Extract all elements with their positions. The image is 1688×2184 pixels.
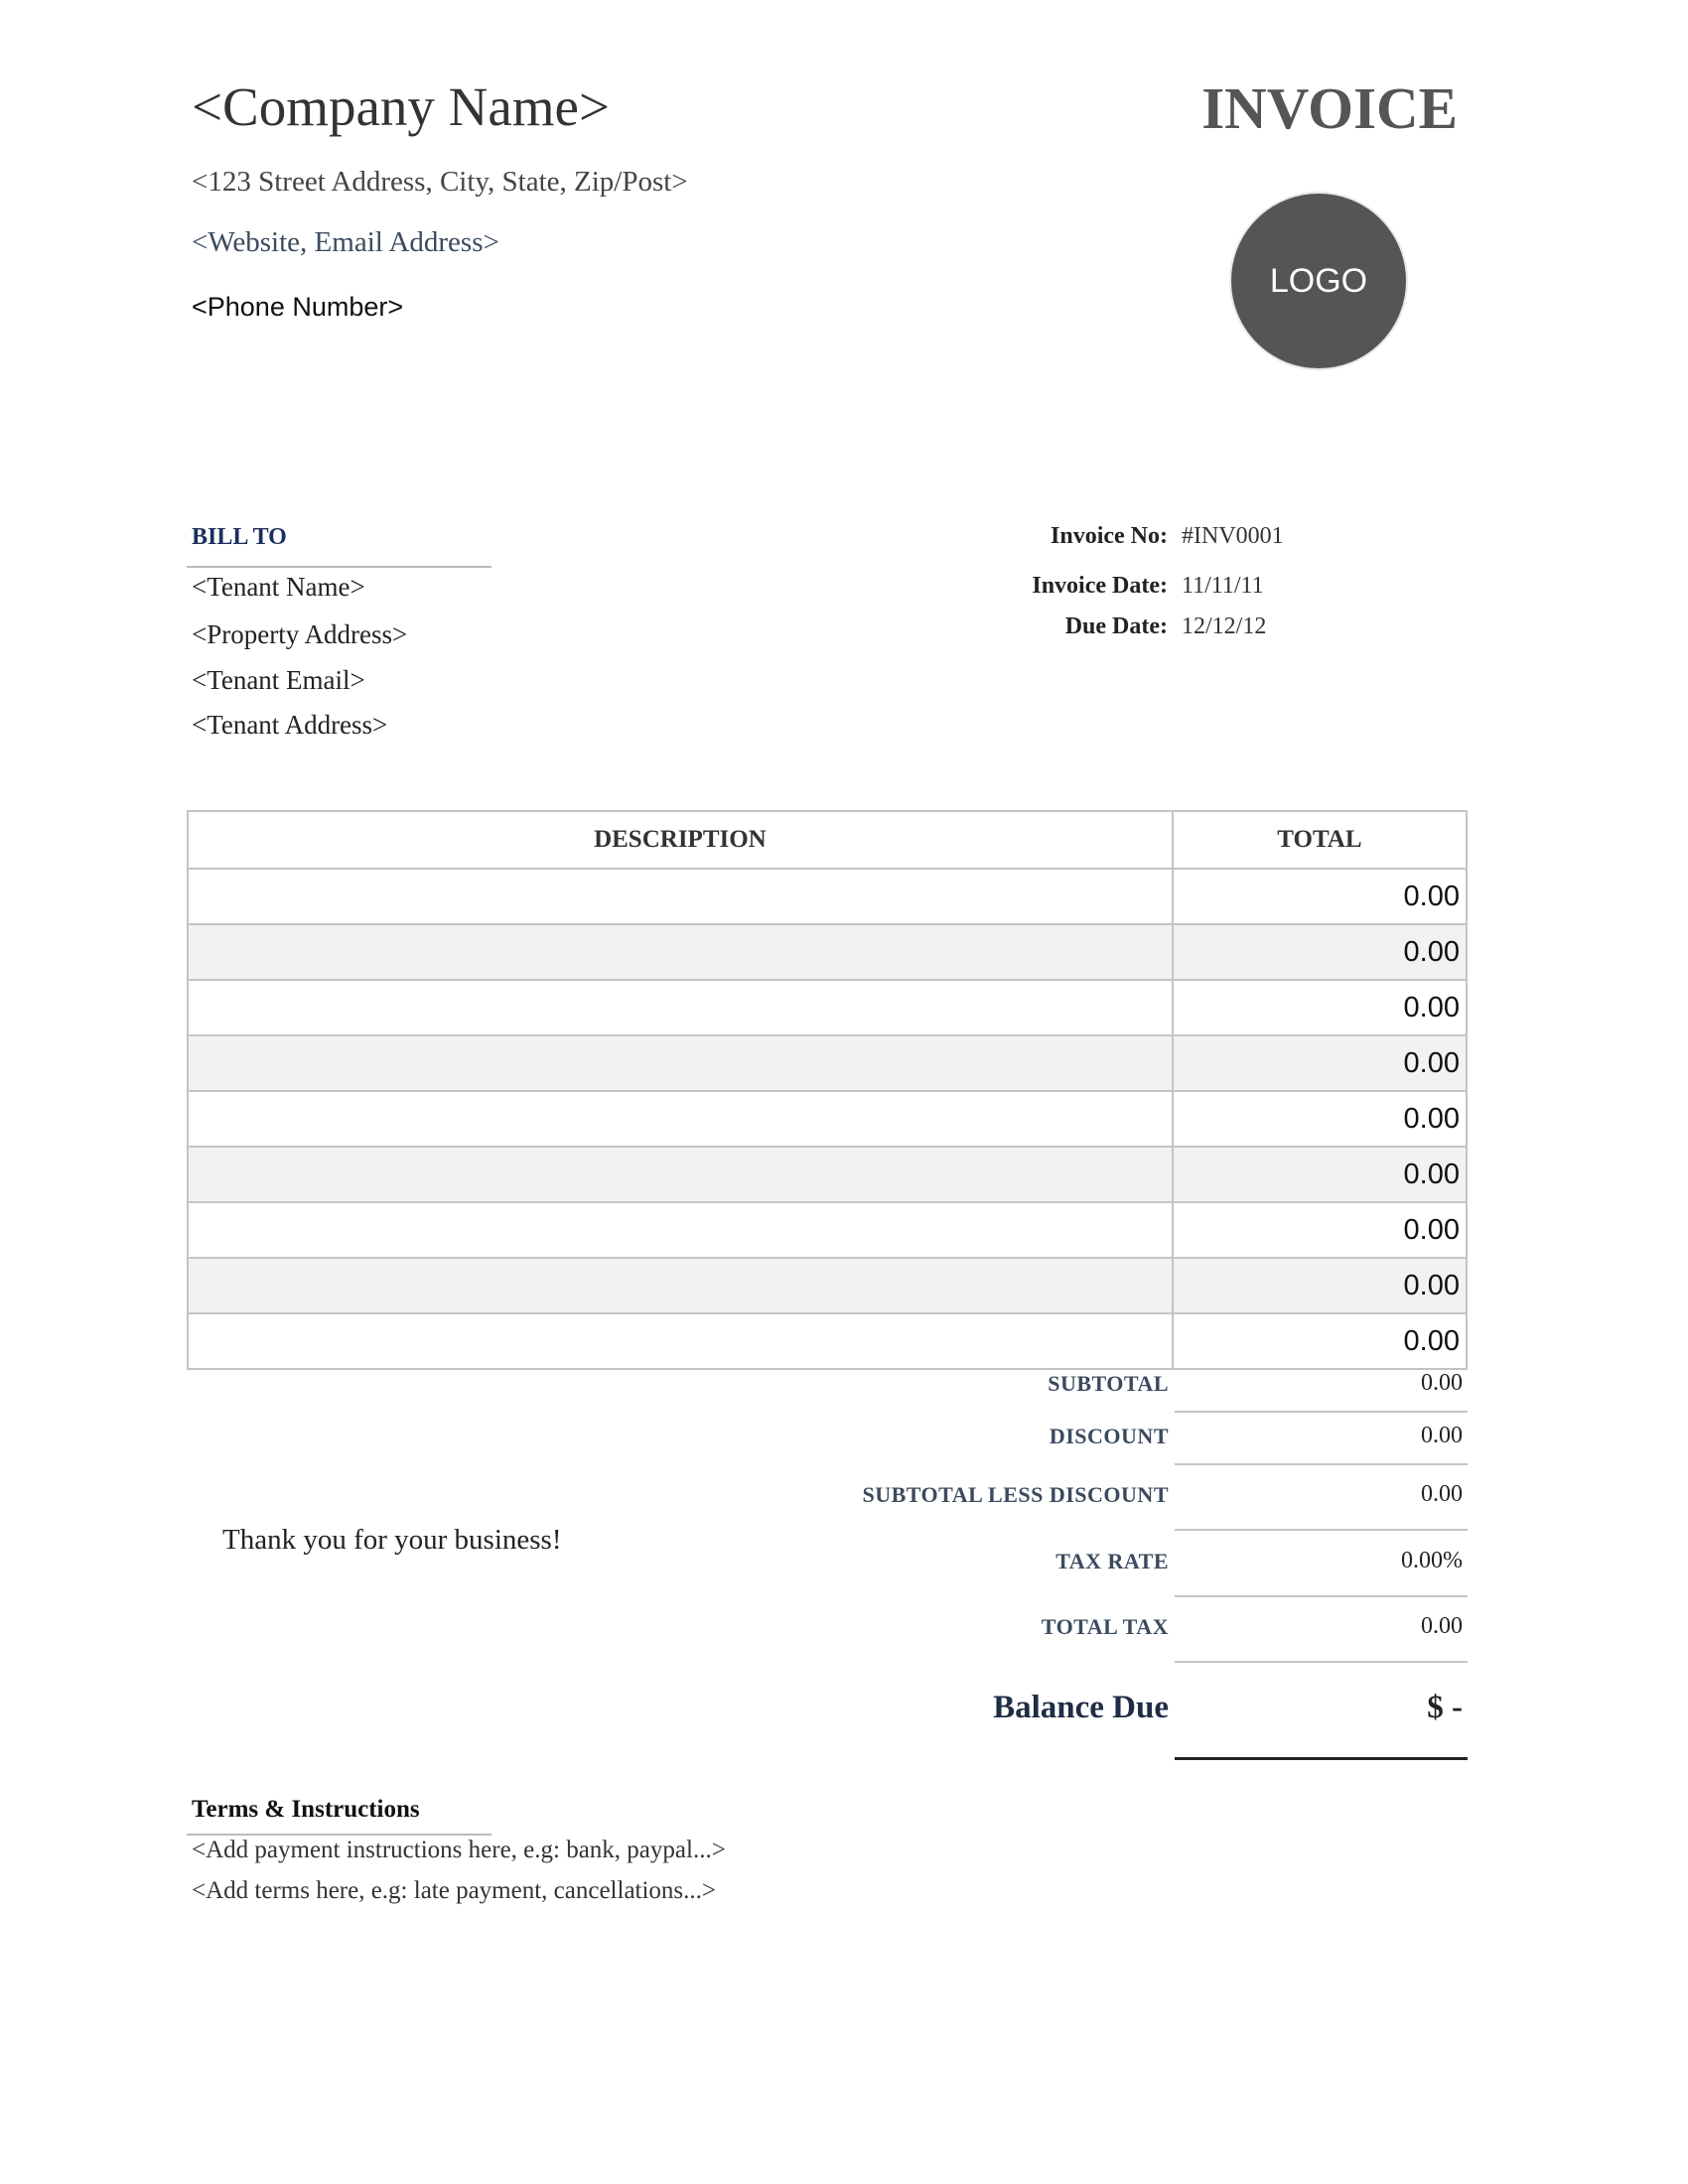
tenant-email: <Tenant Email> <box>192 665 365 695</box>
payment-instructions: <Add payment instructions here, e.g: bank, paypal...> <box>192 1837 726 1863</box>
tenant-name: <Tenant Name> <box>192 572 365 602</box>
table-row <box>188 869 1467 924</box>
table-row <box>188 980 1467 1035</box>
total-tax-label: TOTAL TAX <box>1041 1614 1169 1639</box>
item-description[interactable] <box>188 1035 1173 1091</box>
item-description[interactable] <box>188 1147 1173 1202</box>
document-title: INVOICE <box>1201 75 1458 141</box>
tax-rate-divider <box>1175 1595 1468 1597</box>
subtotal-less-discount-label: SUBTOTAL LESS DISCOUNT <box>862 1482 1169 1507</box>
terms-divider <box>187 1834 492 1836</box>
company-phone: <Phone Number> <box>192 292 404 322</box>
bill-to-heading: BILL TO <box>192 524 287 550</box>
item-total[interactable]: 0.00 <box>1173 1147 1467 1202</box>
terms-heading: Terms & Instructions <box>192 1796 420 1823</box>
invoice-date: 11/11/11 <box>1182 573 1264 599</box>
balance-due-label: Balance Due <box>993 1690 1169 1725</box>
table-row <box>188 1091 1467 1147</box>
discount-value[interactable]: 0.00 <box>1421 1423 1463 1448</box>
due-date-label: Due Date: <box>1064 614 1168 639</box>
table-row <box>188 1313 1467 1369</box>
bill-to-divider <box>187 566 492 568</box>
table-row <box>188 1147 1467 1202</box>
total-tax-divider <box>1175 1661 1468 1663</box>
company-name: <Company Name> <box>192 76 610 137</box>
item-description[interactable] <box>188 1091 1173 1147</box>
logo-text: LOGO <box>1269 261 1368 300</box>
balance-due-underline <box>1175 1757 1468 1760</box>
company-web-email: <Website, Email Address> <box>192 226 499 258</box>
subtotal-label: SUBTOTAL <box>1048 1371 1169 1396</box>
logo <box>1229 192 1408 370</box>
item-description[interactable] <box>188 1258 1173 1313</box>
due-date: 12/12/12 <box>1182 614 1267 639</box>
line-items-table <box>187 810 1468 1370</box>
table-row <box>188 1035 1467 1091</box>
item-total[interactable]: 0.00 <box>1173 1313 1467 1369</box>
invoice-date-label: Invoice Date: <box>1032 573 1168 599</box>
item-description[interactable] <box>188 980 1173 1035</box>
terms-text: <Add terms here, e.g: late payment, cancellations...> <box>192 1877 717 1904</box>
subtotal-divider <box>1175 1411 1468 1413</box>
subtotal-less-discount-value: 0.00 <box>1421 1481 1463 1507</box>
total-header: TOTAL <box>1173 811 1467 869</box>
discount-divider <box>1175 1463 1468 1465</box>
invoice-no-label: Invoice No: <box>1051 523 1168 549</box>
item-total[interactable]: 0.00 <box>1173 1258 1467 1313</box>
item-total[interactable]: 0.00 <box>1173 869 1467 924</box>
table-row <box>188 1202 1467 1258</box>
subtotal-less-discount-divider <box>1175 1529 1468 1531</box>
table-header-row <box>188 811 1467 869</box>
discount-label: DISCOUNT <box>1049 1424 1169 1448</box>
company-address: <123 Street Address, City, State, Zip/Post> <box>192 166 688 198</box>
item-total[interactable]: 0.00 <box>1173 1091 1467 1147</box>
item-description[interactable] <box>188 1313 1173 1369</box>
invoice-no: #INV0001 <box>1182 523 1284 549</box>
subtotal-value: 0.00 <box>1421 1370 1463 1396</box>
table-row <box>188 924 1467 980</box>
total-tax-value: 0.00 <box>1421 1613 1463 1639</box>
property-address: <Property Address> <box>192 619 408 649</box>
tenant-address: <Tenant Address> <box>192 710 388 740</box>
item-description[interactable] <box>188 869 1173 924</box>
description-header: DESCRIPTION <box>188 811 1173 869</box>
item-description[interactable] <box>188 1202 1173 1258</box>
item-total[interactable]: 0.00 <box>1173 1035 1467 1091</box>
item-total[interactable]: 0.00 <box>1173 924 1467 980</box>
balance-due-value: $ - <box>1427 1690 1463 1725</box>
tax-rate-value[interactable]: 0.00% <box>1401 1548 1463 1573</box>
item-total[interactable]: 0.00 <box>1173 980 1467 1035</box>
item-total[interactable]: 0.00 <box>1173 1202 1467 1258</box>
item-description[interactable] <box>188 924 1173 980</box>
tax-rate-label: TAX RATE <box>1055 1549 1169 1573</box>
thank-you-note: Thank you for your business! <box>222 1524 562 1556</box>
table-row <box>188 1258 1467 1313</box>
